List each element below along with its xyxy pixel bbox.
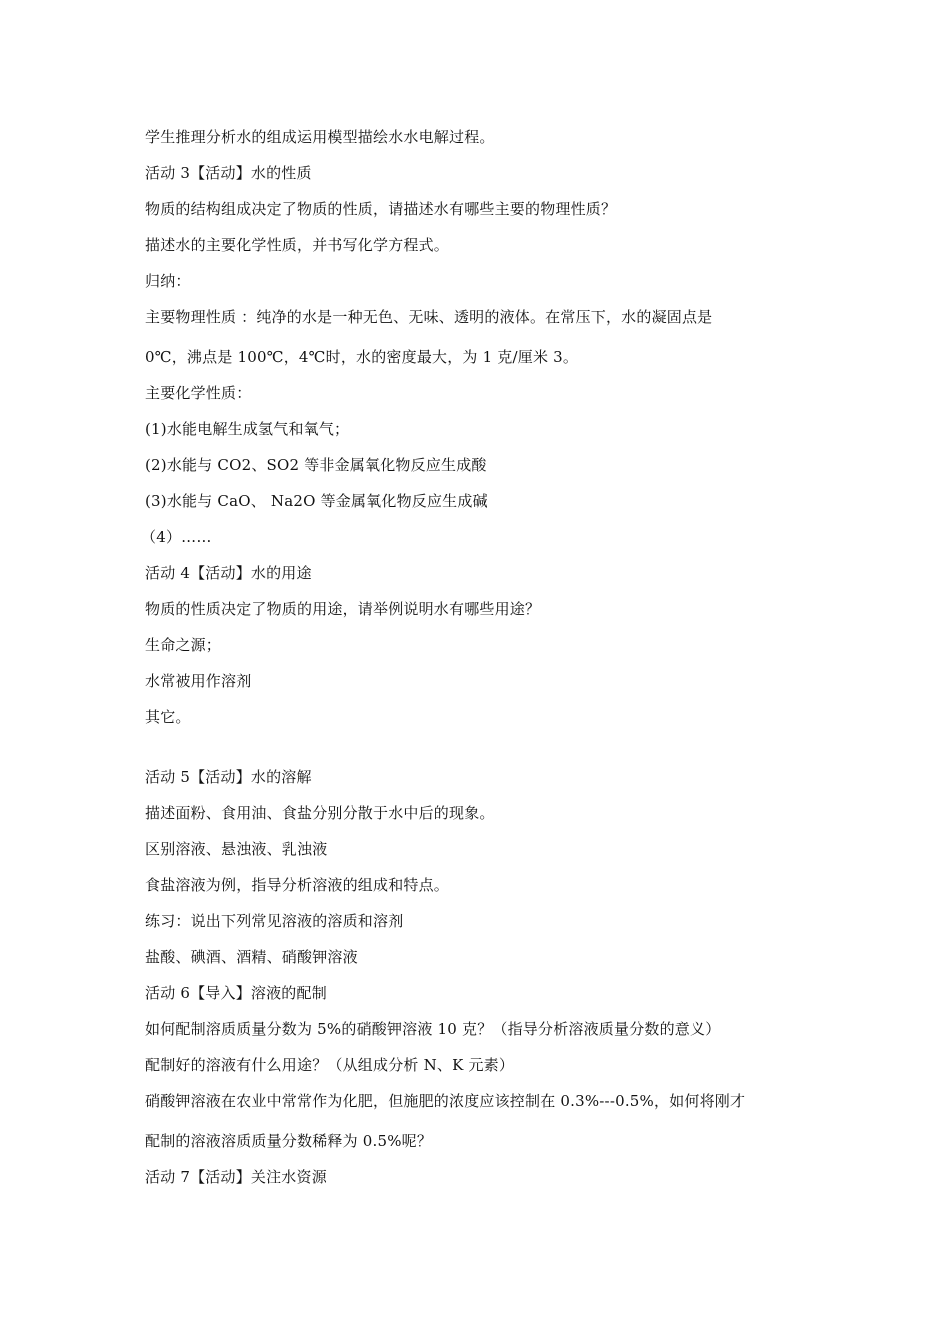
list-item: (2)水能与 CO2、SO2 等非金属氧化物反应生成酸 bbox=[145, 456, 487, 474]
text-line: 水常被用作溶剂 bbox=[145, 672, 252, 690]
text-line: 描述水的主要化学性质，并书写化学方程式。 bbox=[145, 236, 450, 254]
list-item: (1)水能电解生成氢气和氧气； bbox=[145, 420, 350, 438]
text-line: 配制的溶液溶质质量分数稀释为 0.5%呢？ bbox=[145, 1132, 433, 1150]
text-line: 归纳： bbox=[145, 272, 191, 290]
text-line: 物质的结构组成决定了物质的性质，请描述水有哪些主要的物理性质？ bbox=[145, 200, 617, 218]
text-line: 盐酸、碘酒、酒精、硝酸钾溶液 bbox=[145, 948, 358, 966]
list-item: （4）…… bbox=[141, 528, 212, 546]
text-line: 如何配制溶质质量分数为 5%的硝酸钾溶液 10 克？（指导分析溶液质量分数的意义） bbox=[145, 1020, 721, 1038]
text-line: 配制好的溶液有什么用途？（从组成分析 N、K 元素） bbox=[145, 1056, 515, 1074]
activity-heading: 活动 5【活动】水的溶解 bbox=[145, 768, 312, 786]
activity-heading: 活动 7【活动】关注水资源 bbox=[145, 1168, 327, 1186]
text-line: 主要化学性质： bbox=[145, 384, 252, 402]
text-line: 区别溶液、悬浊液、乳浊液 bbox=[145, 840, 328, 858]
list-item: (3)水能与 CaO、 Na2O 等金属氧化物反应生成碱 bbox=[145, 492, 488, 510]
text-line: 生命之源； bbox=[145, 636, 222, 654]
activity-heading: 活动 6【导入】溶液的配制 bbox=[145, 984, 327, 1002]
text-line: 硝酸钾溶液在农业中常常作为化肥，但施肥的浓度应该控制在 0.3%---0.5%，如何将刚才 bbox=[145, 1092, 746, 1110]
text-line: 描述面粉、食用油、食盐分别分散于水中后的现象。 bbox=[145, 804, 495, 822]
text-line: 0℃，沸点是 100℃，4℃时，水的密度最大，为 1 克/厘米 3。 bbox=[145, 348, 579, 366]
text-line: 主要物理性质 ：纯净的水是一种无色、无味、透明的液体。在常压下，水的凝固点是 bbox=[145, 308, 713, 326]
text-line: 其它。 bbox=[145, 708, 191, 726]
text-line: 学生推理分析水的组成运用模型描绘水水电解过程。 bbox=[145, 128, 495, 146]
text-line: 练习：说出下列常见溶液的溶质和溶剂 bbox=[145, 912, 404, 930]
activity-heading: 活动 4【活动】水的用途 bbox=[145, 564, 312, 582]
activity-heading: 活动 3【活动】水的性质 bbox=[145, 164, 312, 182]
text-line: 物质的性质决定了物质的用途，请举例说明水有哪些用途？ bbox=[145, 600, 541, 618]
text-line: 食盐溶液为例，指导分析溶液的组成和特点。 bbox=[145, 876, 450, 894]
